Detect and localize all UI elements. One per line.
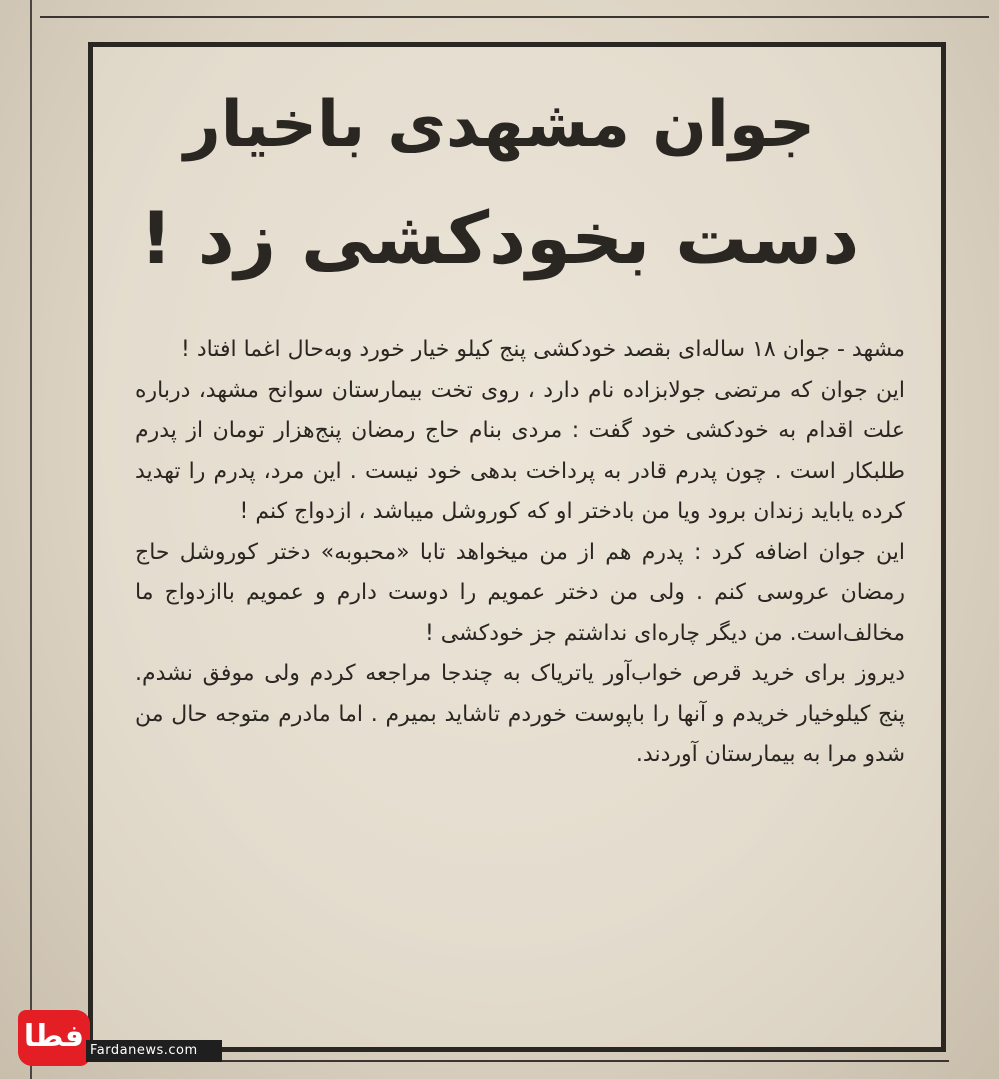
- paragraph-1: مشهد - جوان ۱۸ ساله‌ای بقصد خودکشی پنج کیلو خیار خورد وبه‌حال اغما افتاد !: [181, 337, 905, 362]
- left-margin-rule: [30, 0, 32, 1079]
- paragraph-3: این جوان اضافه کرد : پدرم هم از من میخواهد تابا «محبوبه» دختر کوروشل حاج رمضان عروسی کنم . ولی من دختر عمویم را دوست دارم و عمویم باازدواج ما مخالف‌است. من دیگر چاره‌ای نداشتم جز خودکشی !: [135, 539, 905, 646]
- site-watermark: Fardanews.com: [86, 1040, 222, 1062]
- article-body: [135, 330, 905, 776]
- fardanews-logo: فطا: [18, 1010, 90, 1066]
- headline-line-2: دست بخودکشی زد !: [139, 196, 860, 280]
- paragraph-4: دیروز برای خرید قرص خواب‌آور یاتریاک به چندجا مراجعه کردم ولی موفق نشدم. پنج کیلوخیار خریدم و آنها را باپوست خوردم تاشاید بمیرم . اما مادرم متوجه حال من شدو مرا به بیمارستان آوردند.: [135, 661, 905, 767]
- top-column-rule: [40, 0, 989, 18]
- headline-line-1: جوان مشهدی باخیار: [183, 88, 816, 162]
- paragraph-2: این جوان که مرتضی جولابزاده نام دارد ، روی تخت بیمارستان سوانح مشهد، درباره علت اقدام به خودکشی خود گفت : مردی بنام حاج رمضان پنج‌هزار تومان از پدرم طلبکار است . چون پدرم قادر به پرداخت بدهی خود نیست . این مرد، پدرم را تهدید کرده یاباید زندان برود ویا من بادختر او که کوروشل میباشد ، ازدواج کنم !: [135, 377, 905, 524]
